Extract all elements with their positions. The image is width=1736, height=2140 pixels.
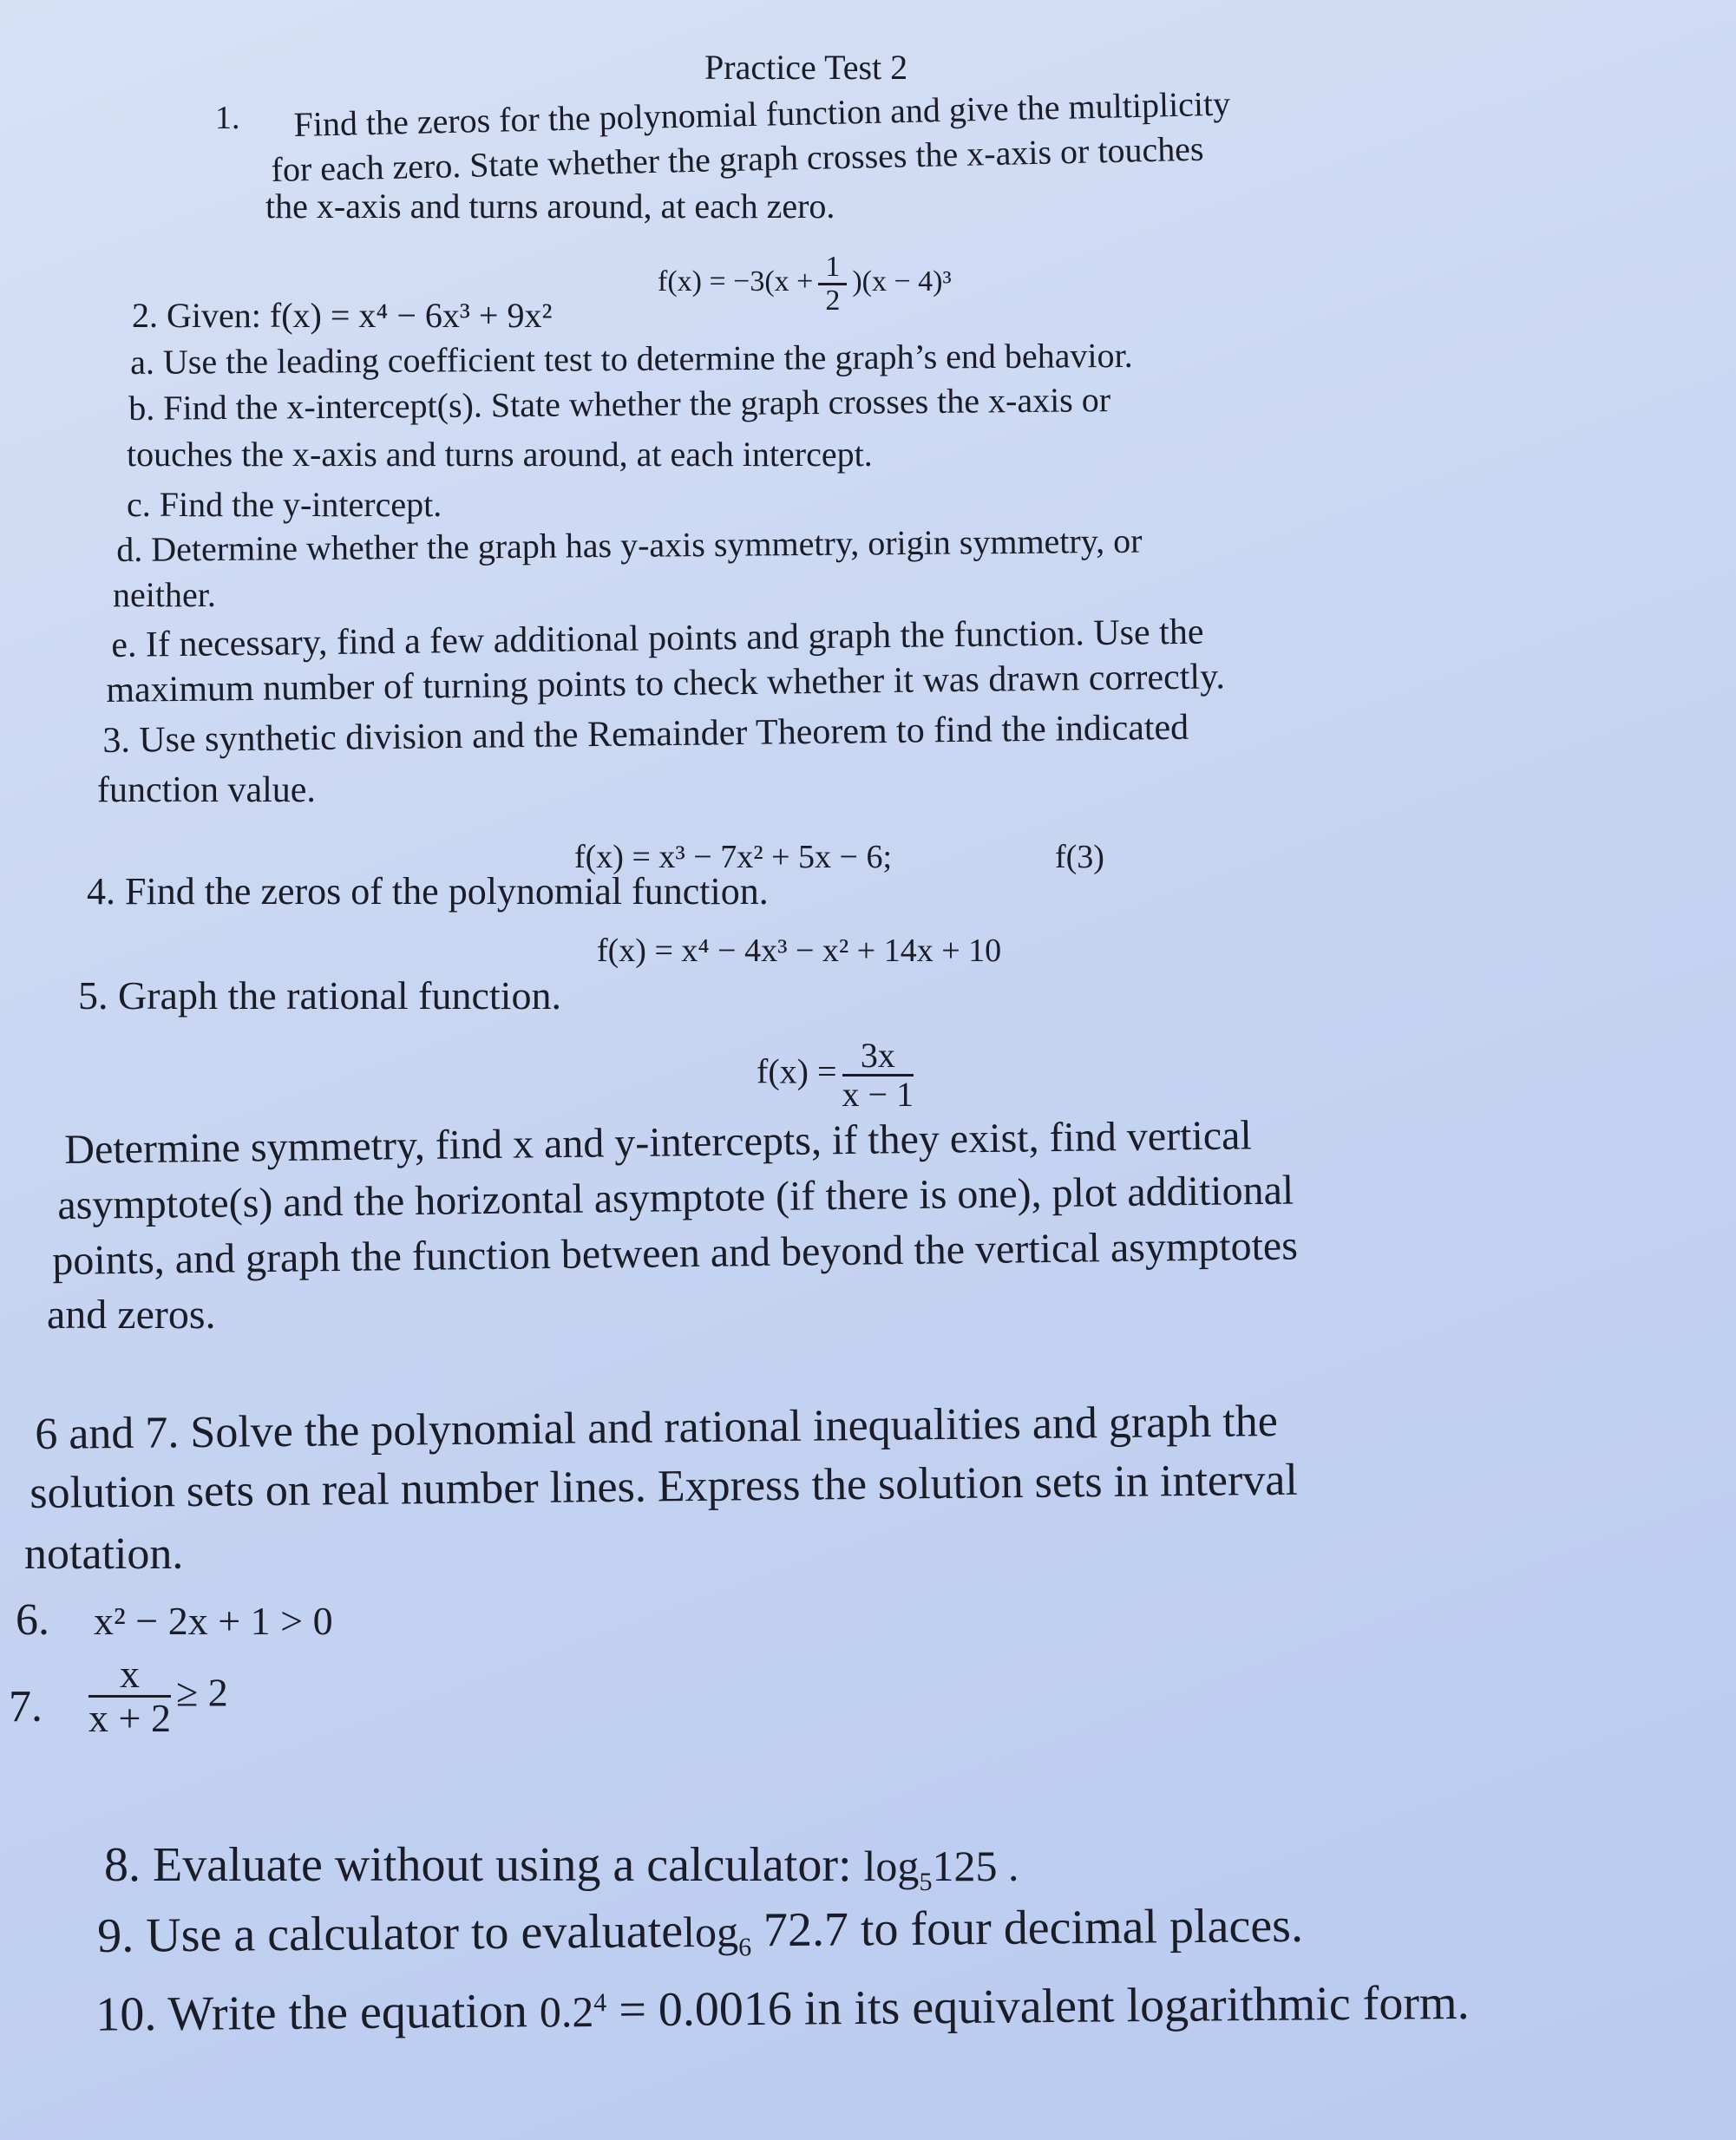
q8-log-base: 5 [919,1868,933,1896]
q9-pre: 9. Use a calculator to evaluate [96,1904,684,1963]
q4-line: 4. Find the zeros of the polynomial function. [87,870,769,913]
q8-log-arg: 125 . [932,1842,1019,1890]
q5-directions-line2: asymptote(s) and the horizontal asymptote (if there is one), plot additional [57,1167,1294,1228]
q6-number: 6. [16,1595,49,1645]
q5-fraction [842,1037,914,1113]
q8-line [104,1839,1019,1908]
page-title: Practice Test 2 [704,48,908,87]
q2-part-b-line1: b. Find the x-intercept(s). State whether the graph crosses the x-axis or [128,380,1111,428]
q10-exponent: 4 [593,1987,607,2017]
q3-line-2: function value. [97,770,316,810]
q67-line2: solution sets on real number lines. Express the solution sets in interval [29,1455,1299,1518]
q1-frac-num: 1 [818,252,847,285]
q1-frac-den: 2 [825,284,841,317]
q10-line [95,1969,1470,2041]
q1-line-2: for each zero. State whether the graph crosses the x-axis or touches [271,128,1204,189]
q2-given: 2. Given: f(x) = x⁴ − 6x³ + 9x² [132,296,553,335]
q1-eq-left: f(x) = −3(x + [658,265,814,298]
q7-numerator: x [88,1653,171,1698]
q5-numerator: 3x [842,1037,914,1077]
q7-fraction [88,1653,171,1740]
q7-inequality [83,1653,228,1740]
q5-directions-line4: and zeros. [47,1292,216,1338]
q2-part-a: a. Use the leading coefficient test to determine the graph’s end behavior. [130,335,1133,382]
q2-part-e-line2: maximum number of turning points to check whether it was drawn correctly. [106,657,1226,710]
q2-part-b-line2: touches the x-axis and turns around, at each intercept. [127,435,873,474]
q3-function-value: f(3) [1055,839,1104,875]
q8-log [863,1842,1019,1896]
q9-log [682,1907,752,1962]
q7-number: 7. [9,1682,43,1731]
q1-number: 1. [215,100,240,136]
q7-denominator: x + 2 [88,1696,171,1741]
q9-log-word: log [682,1907,739,1957]
q6-inequality: x² − 2x + 1 > 0 [94,1599,333,1643]
q1-equation [658,252,952,316]
q9-line [97,1900,1303,1980]
q10-pre: 10. Write the equation [95,1984,540,2042]
q2-part-d-line1: d. Determine whether the graph has y-axis symmetry, origin symmetry, or [116,520,1143,569]
q2-part-d-line2: neither. [113,575,216,614]
q10-base: 0.2 [539,1986,594,2037]
q5-directions-line1: Determine symmetry, find x and y-intercepts, if they exist, find vertical [64,1112,1253,1173]
q1-eq-right: )(x − 4)³ [852,265,952,298]
q5-eq-left: f(x) = [757,1051,837,1091]
q8-text: 8. Evaluate without using a calculator: [104,1838,852,1892]
q7-rhs: ≥ 2 [175,1670,228,1715]
q5-equation [757,1037,919,1113]
q8-log-word: log [863,1842,920,1890]
q10-power [540,1987,607,2037]
q5-line: 5. Graph the rational function. [78,973,561,1018]
q9-log-base: 6 [737,1933,752,1962]
q1-line-1: Find the zeros for the polynomial function and give the multiplicity [293,83,1231,144]
q1-line-3: the x-axis and turns around, at each zero. [265,187,835,226]
q3-line-1: 3. Use synthetic division and the Remainder Theorem to find the indicated [102,707,1189,761]
q5-directions-line3: points, and graph the function between and beyond the vertical asymptotes [52,1222,1299,1284]
q5-denominator: x − 1 [842,1075,914,1114]
q2-part-e-line1: e. If necessary, find a few additional points and graph the function. Use the [111,612,1204,665]
q10-post: = 0.0016 in its equivalent logarithmic form. [606,1975,1470,2038]
q67-line1: 6 and 7. Solve the polynomial and rational inequalities and graph the [35,1396,1279,1459]
q4-equation: f(x) = x⁴ − 4x³ − x² + 14x + 10 [597,933,1002,969]
q9-post: 72.7 to four decimal places. [750,1898,1304,1958]
q67-line3: notation. [24,1529,184,1579]
q3-equation: f(x) = x³ − 7x² + 5x − 6; [574,839,893,875]
q1-fraction [818,252,847,316]
q2-part-c: c. Find the y-intercept. [127,485,442,524]
